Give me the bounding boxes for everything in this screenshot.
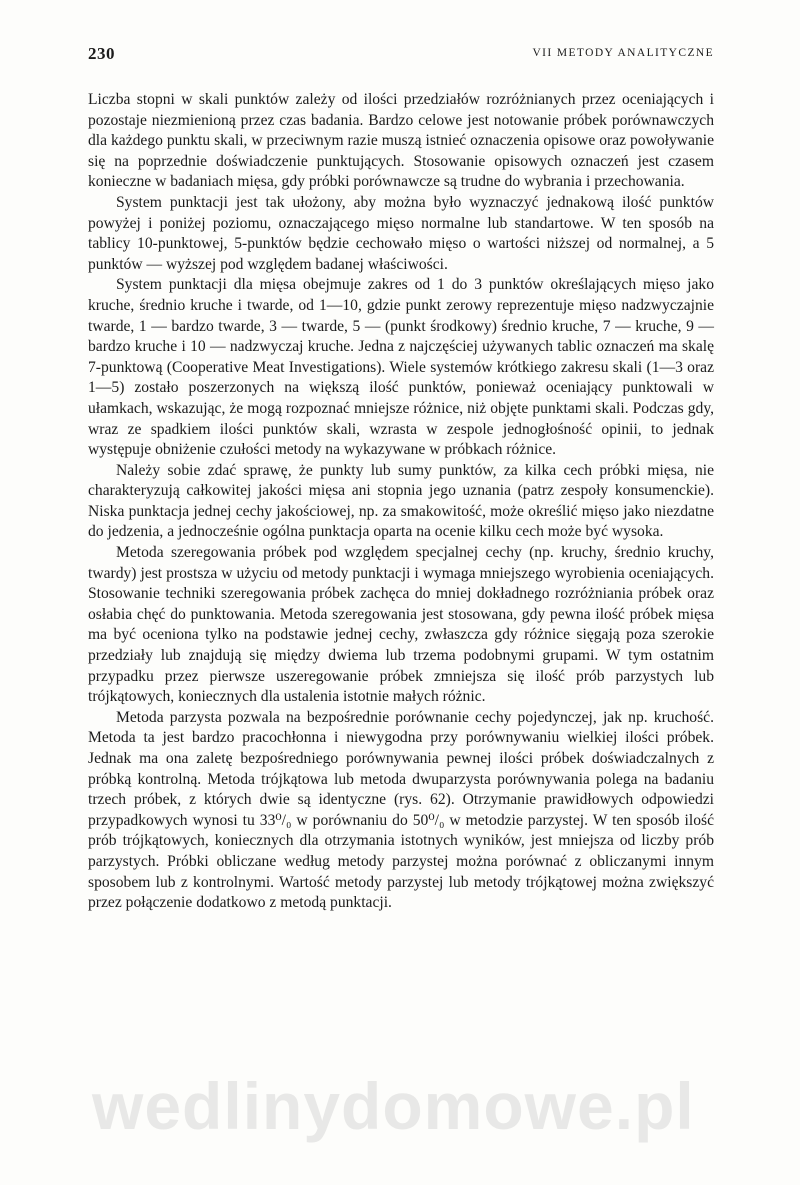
chapter-title: VII METODY ANALITYCZNE — [532, 47, 714, 59]
paragraph-total-quality: Należy sobie zdać sprawę, że punkty lub sumy punktów, za kilka cech próbki mięsa, nie charakteryzują całkowitej jakości mięsa ani stopnia jego uznania (patrz zespoły konsumenckie). Niska punktacja jednej cechy jakościowej, np. za smakowitość, może określić mięso jako niezdatne do jedzenia, a jednocześnie ogólna punktacja oparta na ocenie kilku cech może być wysoka. — [88, 461, 714, 541]
paragraph-scale-intervals: Liczba stopni w skali punktów zależy od ilości przedziałów rozróżnianych przez oceniających i pozostaje niezmienioną przez czas badania. Bardzo celowe jest notowanie próbek porównawczych dla każdego punktu skali, w przeciwnym razie muszą istnieć oznaczenia opisowe oraz powoływanie się na poprzednie doświadczenie punktujących. Stosowanie opisowych oznaczeń jest czasem konieczne w badaniach mięsa, gdy próbki porównawcze są trudne do wybrania i przechowania. — [88, 91, 714, 191]
running-head — [88, 44, 714, 72]
paragraph-meat-scale-range: System punktacji dla mięsa obejmuje zakres od 1 do 3 punktów określających mięso jako kruche, średnio kruche i twarde, od 1—10, gdzie punkt zerowy reprezentuje mięso nadzwyczajnie twarde, 1 — bardzo twarde, 3 — twarde, 5 — (punkt środkowy) średnio kruche, 7 — kruche, 9 — bardzo kruche i 10 — nadzwyczaj kruche. Jedna z najczęściej używanych tablic oznaczeń ma skalę 7-punktową (Cooperative Meat Investigations). Wiele systemów krótkiego zakresu skali (1—3 oraz 1—5) zostało poszerzonych na większą ilość punktów, ponieważ oceniający punktowali w ułamkach, wskazując, że mogą rozpoznać mniejsze różnice, niż objęte punktami skali. Podczas gdy, wraz ze spadkiem ilości punktów skali, wzrasta w zespole jednogłośność opinii, to jednak występuje obniżenie czułości metody na wykazywane w próbkach różnice. — [88, 276, 714, 459]
paragraph-ranking-method: Metoda szeregowania próbek pod względem specjalnej cechy (np. kruchy, średnio kruchy, twardy) jest prostsza w użyciu od metody punktacji i wymaga mniejszego wyrobienia oceniających. Stosowanie techniki szeregowania próbek zachęca do mniej dokładnego rozróżniania próbek oraz osłabia chęć do punktowania. Metoda szeregowania jest stosowana, gdy pewna ilość próbek mięsa ma być oceniona tylko na podstawie jednej cechy, zwłaszcza gdy różnice sięgają poza szerokie przedziały lub znajdują się między dwiema lub trzema podobnymi grupami. W tym ostatnim przypadku przez pierwsze uszeregowanie próbek zmniejsza się ilość prób parzystych lub trójkątowych, koniecznych dla ustalenia istotnie małych różnic. — [88, 544, 714, 706]
paragraph-paired-method: Metoda parzysta pozwala na bezpośrednie porównanie cechy pojedynczej, jak np. kruchość. Metoda ta jest bardzo pracochłonna i niewygodna przy porównywaniu wielkiej ilości próbek. Jednak ma ona zaletę bezpośredniego porównywania pewnej ilości próbek doświadczalnych z próbką kontrolną. Metoda trójkątowa lub metoda dwuparzysta porównywania polega na badaniu trzech próbek, z których dwie są identyczne (rys. 62). Otrzymanie prawidłowych odpowiedzi przypadkowych wynosi tu 33⁰/₀ w porównaniu do 50⁰/₀ w metodzie parzystej. W ten sposób ilość prób trójkątowych, koniecznych dla otrzymania istotnych wyników, jest mniejsza od liczby prób parzystych. Próbki obliczane według metody parzystej można porównać z obliczanymi innym sposobem lub z kontrolnymi. Wartość metody parzystej lub metody trójkątowej można zwiększyć przez połączenie dodatkowo z metodą punktacji. — [88, 708, 714, 912]
watermark: wedlinydomowe.pl — [92, 1069, 695, 1143]
paragraph-scoring-system: System punktacji jest tak ułożony, aby można było wyznaczyć jednakową ilość punktów powyżej i poniżej poziomu, oznaczającego mięso normalne lub standartowe. W ten sposób na tablicy 10-punktowej, 5-punktów będzie cechowało mięso o wartości niższej od normalnej, a 5 punktów — wyższej pod względem badanej właściwości. — [88, 193, 714, 273]
body-text — [88, 90, 714, 914]
page-number: 230 — [88, 44, 115, 63]
